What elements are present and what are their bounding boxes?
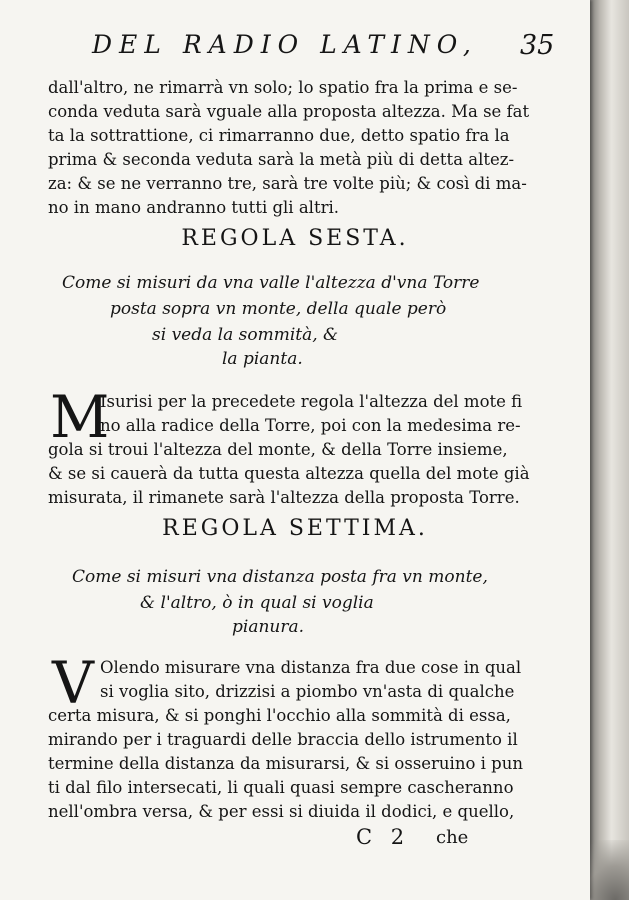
subtitle-line: si veda la sommità, & [152,325,339,345]
intro-line: no in mano andranno tutti gli altri. [48,198,339,217]
drop-cap: M [50,383,110,451]
page-number: 35 [520,30,555,61]
body-line: Olendo misurare vna distanza fra due cose in qual [100,658,522,677]
drop-cap: V [52,649,94,717]
body-line: no alla radice della Torre, poi con la medesima re- [100,416,521,435]
body-line: gola si troui l'altezza del monte, & della Torre insieme, [48,440,508,459]
subtitle-line: Come si misuri da vna valle l'altezza d'vna Torre [62,273,480,293]
subtitle-line: la pianta. [222,349,303,369]
intro-line: ta la sottrattione, ci rimarranno due, detto spatio fra la [48,126,510,145]
body-line: certa misura, & si ponghi l'occhio alla sommità di essa, [48,706,511,725]
body-line: ti dal filo intersecati, li quali quasi sempre cascheranno [48,778,514,797]
subtitle-line: pianura. [232,617,305,637]
subtitle-line: Come si misuri vna distanza posta fra vn monte, [72,567,488,587]
intro-line: prima & seconda veduta sarà la metà più di detta altez- [48,150,515,169]
running-head: DEL RADIO LATINO, [92,30,478,59]
subtitle-line: & l'altro, ò in qual si voglia [140,593,374,613]
section-heading-regola-sesta: REGOLA SESTA. [181,226,409,251]
book-gutter [590,0,629,900]
body-line: Isurisi per la precedete regola l'altezza del mote fi [100,392,523,411]
intro-line: dall'altro, ne rimarrà vn solo; lo spatio fra la prima e se- [48,78,518,97]
body-line: termine della distanza da misurarsi, & si osseruino i pun [48,754,523,773]
catchword: che [436,827,469,848]
intro-line: conda veduta sarà vguale alla proposta altezza. Ma se fat [48,102,530,121]
signature-mark: C 2 [356,825,411,849]
body-line: si voglia sito, drizzisi a piombo vn'asta di qualche [100,682,515,701]
intro-line: za: & se ne verranno tre, sarà tre volte più; & così di ma- [48,174,527,193]
body-line: mirando per i traguardi delle braccia dello istrumento il [48,730,518,749]
section-heading-regola-settima: REGOLA SETTIMA. [162,516,428,541]
body-line: & se si cauerà da tutta questa altezza quella del mote già [48,464,530,483]
body-line: misurata, il rimanete sarà l'altezza della proposta Torre. [48,488,520,507]
subtitle-line: posta sopra vn monte, della quale però [110,299,447,319]
body-line: nell'ombra versa, & per essi si diuida il dodici, e quello, [48,802,515,821]
